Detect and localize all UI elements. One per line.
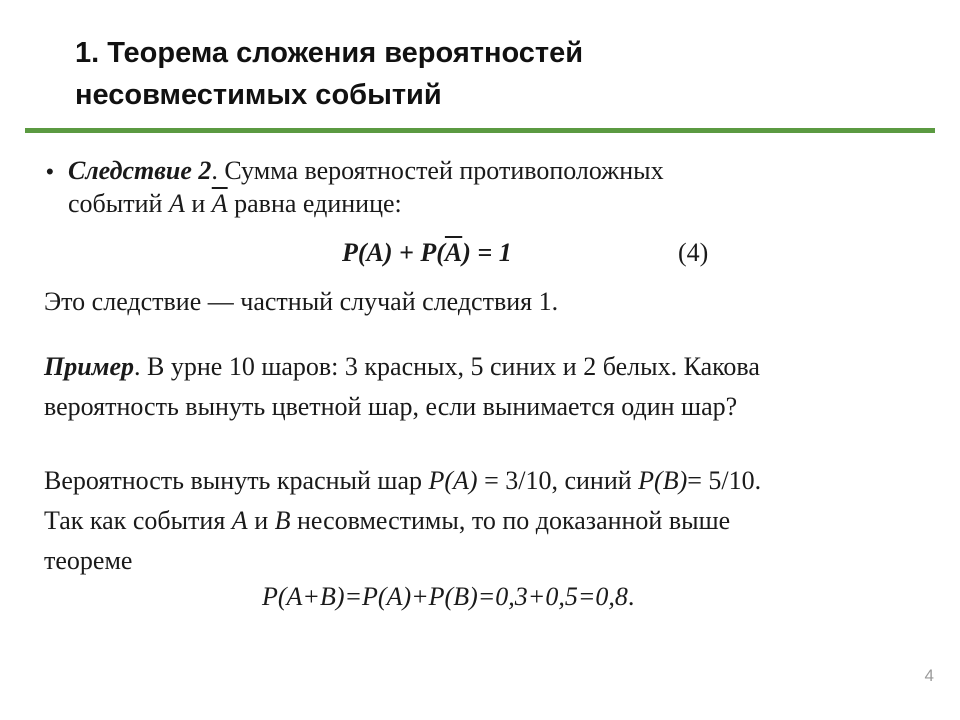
solution-l2-and: и [247,506,275,535]
solution-pb: P(B) [638,466,688,495]
final-formula-period: . [627,582,635,611]
solution-line2 [44,504,730,538]
formula-4-post: ) = 1 [462,238,512,267]
example-line1 [44,350,760,384]
event-a: A [168,189,185,218]
final-formula [262,580,634,614]
solution-l1-a: Вероятность вынуть красный шар [44,466,429,495]
formula-4-complement: $\overline{A}$ [444,238,463,267]
title-divider [25,128,935,133]
solution-line1 [44,464,761,498]
solution-event-a: A [231,506,248,535]
solution-l1-b: = 3/10, синий [477,466,639,495]
example-label: Пример [44,352,135,381]
final-formula-expr: P(A+B)=P(A)+P(B)=0,3+0,5=0,8 [262,582,628,611]
slide-title [75,32,895,116]
solution-l2-a: Так как события [44,506,232,535]
slide-title-line1: 1. Теорема сложения вероятностей [75,37,584,69]
event-a-complement: $\overline{A}$ [211,189,228,218]
solution-event-b: B [274,506,291,535]
page-number: 4 [924,666,934,685]
corollary-text-b-and: и [184,189,212,218]
corollary-note: Это следствие — частный случай следствия 1. [44,287,559,316]
formula-4-pre: P(A) + P( [342,238,445,267]
corollary-text-b-post: равна единице: [227,189,402,218]
solution-pa: P(A) [428,466,478,495]
solution-l1-c: = 5/10. [687,466,762,495]
example-text-line1: . В урне 10 шаров: 3 красных, 5 синих и 2 белых. Какова [134,352,760,381]
bullet-marker: • [46,159,54,184]
solution-line3: теореме [44,546,133,575]
corollary-label: Следствие 2 [68,156,212,185]
corollary-line2 [68,187,402,221]
slide-title-line2: несовместимых событий [75,79,442,111]
corollary-line1 [68,154,664,188]
corollary-text-a: . Сумма вероятностей противоположных [211,156,664,185]
equation-number: (4) [678,238,709,267]
formula-4 [342,236,512,270]
example-line2: вероятность вынуть цветной шар, если вынимается один шар? [44,392,738,421]
solution-l2-b: несовместимы, то по доказанной выше [290,506,731,535]
corollary-text-b-pre: событий [68,189,169,218]
